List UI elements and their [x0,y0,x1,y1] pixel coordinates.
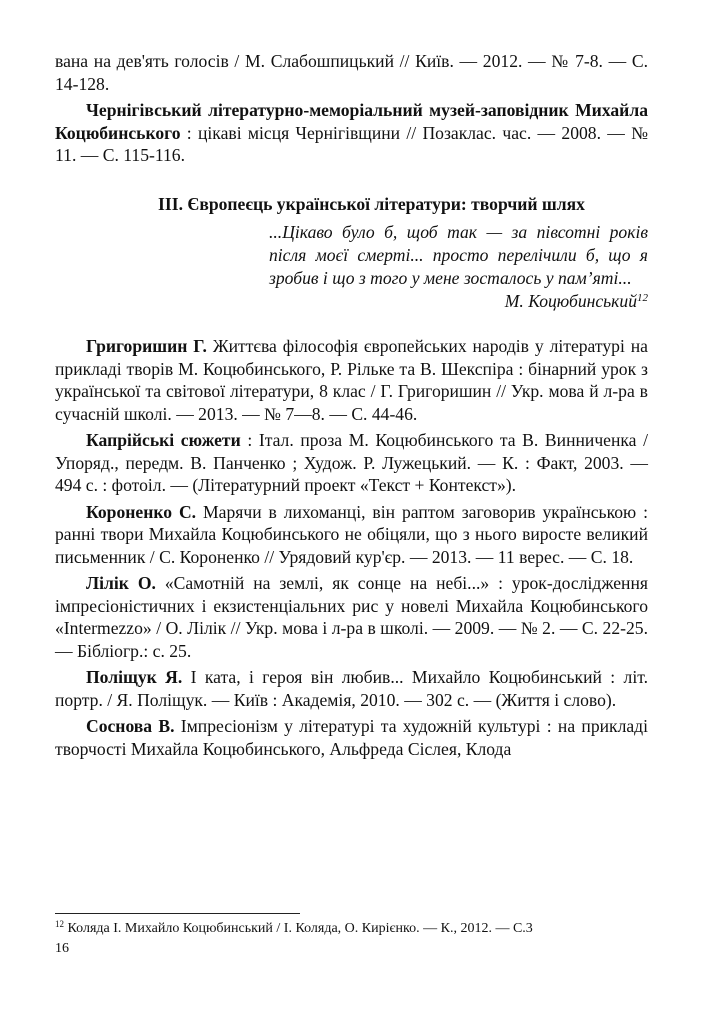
entry-details: «Самотній на землі, як сонце на небі...» : урок-дослідження імпресіоністичних і екзистенціальних рис у новелі Михайла Коцюбинського «Intermezzo» / О. Лілік // Укр. мова і л-ра в школі. — 2009. — № 2. — С. 22-25. — Бібліогр.: с. 25. [55,573,648,661]
continuation-text: вана на дев'ять голосів / М. Слабошпицький // Київ. — 2012. — № 7-8. — С. 14-128. [55,51,648,94]
epigraph [269,221,648,313]
bibliography-entry [55,572,648,662]
entry-details: Марячи в лихоманці, він раптом заговорив українською : ранні твори Михайла Коцюбинського не обіцяли, що з нього виросте великий письменник / С. Короненко // Урядовий кур'єр. — 2013. — 11 верес. — С. 18. [55,501,648,567]
footnote [55,919,648,959]
page-number: 16 [55,941,69,956]
footnote-text-line [55,919,648,939]
footnote-reference[interactable]: 12 [637,292,648,304]
document-page [55,50,648,760]
entry-details: Життєва філософія європейських народів у літературі на прикладі творів М. Коцюбинського, Р. Рільке та В. Шекспіра : бінарний урок з української та світової літератури, 8 клас / Г. Григоришин // Укр. мова й л-ра в сучасній школі. — 2013. — № 7—8. — С. 44-46. [55,336,648,424]
epigraph-text: ...Цікаво було б, щоб так — за півсотні років після моєї смерті... просто перелічили б, що я зробив і що з того у мене зосталось у пам’яті... [269,222,648,288]
entry-author: Григоришин Г. [86,336,207,356]
entry-details: Імпресіонізм у літературі та художній культурі : на прикладі творчості Михайла Коцюбинського, Альфреда Сіслея, Клода [55,716,649,759]
entry-author: Короненко С. [86,501,197,522]
bibliography-entry [55,335,648,425]
entry-details: : Італ. проза М. Коцюбинського та В. Винниченка / Упоряд., передм. В. Панченко ; Худож. Р. Лужецький. — К. : Факт, 2003. — 494 с. : фотоіл. — (Літературний проект «Текст + Контекст»). [55,430,648,495]
bibliography-entry [55,666,648,711]
entry-details: : цікаві місця Чернігівщини // Позаклас. час. — 2008. — № 11. — С. 115-116. [55,122,648,165]
bibliography-entry-museum [55,99,648,167]
entry-author: Соснова В. [86,716,175,736]
epigraph-author [269,290,648,313]
entry-title: Капрійські сюжети [86,430,241,450]
bibliography-entry [55,715,648,760]
footnote-citation: Коляда І. Михайло Коцюбинський / І. Коляда, О. Кирієнко. — К., 2012. — С.3 [64,921,533,936]
entry-author: Лілік О. [86,573,156,593]
entry-title: Чернігівський літературно-меморіальний музей-заповідник Михайла Коцюбинського [55,100,648,143]
bibliography-entry [55,501,648,569]
entry-details: І ката, і героя він любив... Михайло Коцюбинський : літ. портр. / Я. Поліщук. — Київ : Академія, 2010. — 302 с. — (Життя і слово). [55,667,648,710]
footnote-number: 12 [55,919,64,929]
epigraph-author-name: М. Коцюбинський [504,291,637,311]
section-heading: ІІІ. Європеєць української літератури: творчий шлях [158,193,585,214]
bibliography-entry [55,429,648,497]
footnote-divider [55,913,300,914]
entry-author: Поліщук Я. [86,667,183,687]
